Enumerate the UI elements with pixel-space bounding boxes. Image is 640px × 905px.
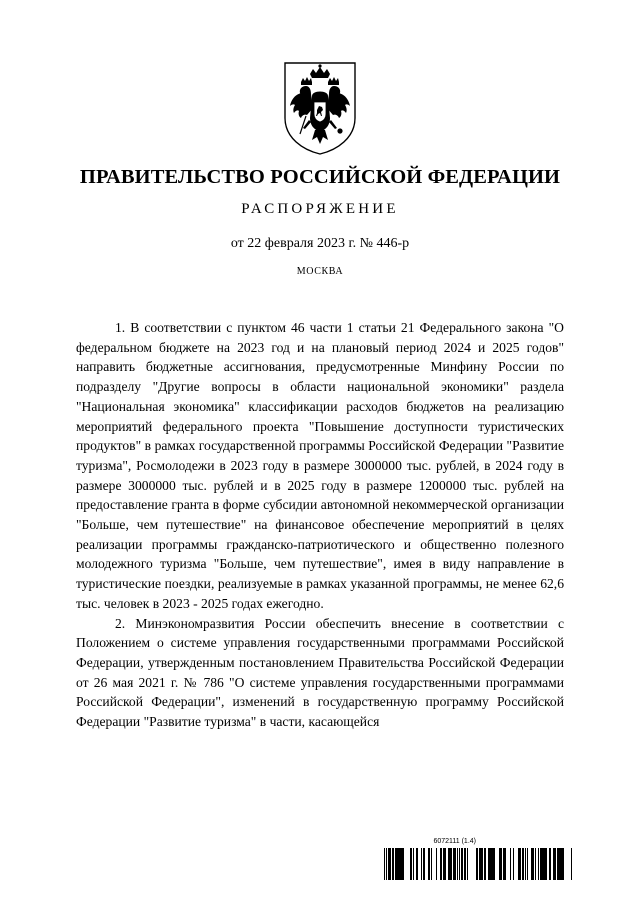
document-barcode: [384, 838, 574, 882]
document-date-number: от 22 февраля 2023 г. № 446-р: [230, 236, 410, 251]
barcode-number: 6072111 (1.4): [433, 838, 476, 845]
document-body: [76, 318, 564, 732]
document-city: МОСКВА: [296, 266, 344, 277]
russian-coat-of-arms-icon: [282, 60, 358, 156]
government-title: ПРАВИТЕЛЬСТВО РОССИЙСКОЙ ФЕДЕРАЦИИ: [79, 166, 561, 188]
paragraph-2: 2. Минэкономразвития России обеспечить внесение в соответствии с Положением о системе управления государственными программами Российской Федерации, утвержденным постановлением Правительства Российской Федерации от 26 мая 2021 г. № 786 "О системе управления государственными программами Российской Федерации", изменений в государственную программу Российской Федерации "Развитие туризма" в части, касающейся: [76, 615, 564, 730]
paragraph-1: 1. В соответствии с пунктом 46 части 1 статьи 21 Федерального закона "О федеральном бюджете на 2023 год и на плановый период 2024 и 2025 годов" направить бюджетные ассигнования, предусмотренные Минфину России по подразделу "Другие вопросы в области национальной экономики" раздела "Национальная экономика" классификации расходов бюджетов на реализацию мероприятий федерального проекта "Повышение доступности туристических продуктов" в рамках государственной программы Российской Федерации "Развитие туризма", Росмолодежи в 2023 году в размере 3000000 тыс. рублей, в 2024 году в размере 3000000 тыс. рублей и в 2025 году в размере 1200000 тыс. рублей на предоставление гранта в форме субсидии автономной некоммерческой организации "Больше, чем путешествие" на финансовое обеспечение мероприятий в целях реализации программы гражданско-патриотического и общественно полезного молодежного туризма "Больше, чем путешествие", имея в виду направление в туристические поездки, реализуемые в рамках указанной программы, не менее 62,6 тыс. человек в 2023 - 2025 годах ежегодно.: [76, 320, 564, 611]
document-type: РАСПОРЯЖЕНИЕ: [241, 201, 399, 217]
barcode-icon: [384, 848, 574, 880]
